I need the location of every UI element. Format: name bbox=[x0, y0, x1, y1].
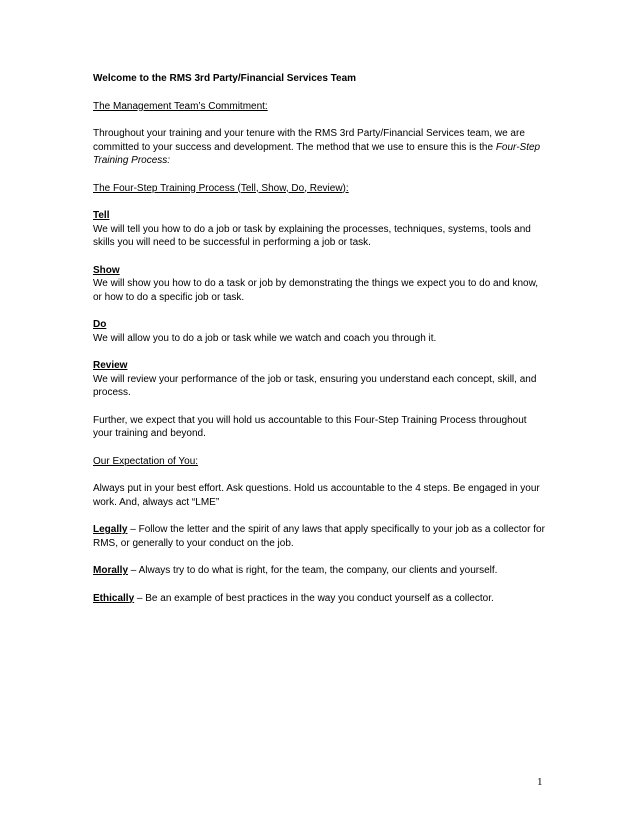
expectation-heading: Our Expectation of You: bbox=[93, 455, 199, 467]
step-do bbox=[93, 318, 548, 345]
expectation-paragraph: Always put in your best effort. Ask questions. Hold us accountable to the 4 steps. Be engaged in your work. And, always act “LME” bbox=[93, 483, 540, 508]
commitment-paragraph bbox=[93, 127, 548, 168]
lme-text: – Be an example of best practices in the way you conduct yourself as a collector. bbox=[134, 592, 494, 604]
step-text: We will tell you how to do a job or task by explaining the processes, techniques, systems, tools and skills you will need to be successful in performing a job or task. bbox=[93, 223, 531, 248]
step-title: Review bbox=[93, 360, 128, 371]
step-title: Do bbox=[93, 319, 107, 330]
step-text: We will review your performance of the job or task, ensuring you understand each concept, skill, and process. bbox=[93, 373, 537, 398]
document-title: Welcome to the RMS 3rd Party/Financial Services Team bbox=[93, 73, 357, 84]
process-heading: The Four-Step Training Process (Tell, Show, Do, Review): bbox=[93, 182, 349, 194]
lme-morally bbox=[93, 564, 548, 578]
page-number: 1 bbox=[537, 776, 543, 788]
lme-ethically bbox=[93, 592, 548, 606]
lme-term: Morally bbox=[93, 565, 129, 576]
step-show bbox=[93, 264, 548, 305]
lme-term: Ethically bbox=[93, 592, 135, 604]
step-text: We will show you how to do a task or job by demonstrating the things we expect you to do and know, or how to do a specific job or task. bbox=[93, 278, 539, 303]
commitment-heading: The Management Team’s Commitment: bbox=[93, 100, 268, 112]
step-review bbox=[93, 359, 548, 400]
commitment-emphasis: Four-Step Training Process: bbox=[93, 141, 541, 166]
step-text: We will allow you to do a job or task while we watch and coach you through it. bbox=[93, 332, 437, 344]
step-title: Show bbox=[93, 264, 120, 276]
lme-text: – Always try to do what is right, for the team, the company, our clients and yourself. bbox=[128, 565, 498, 576]
lme-term: Legally bbox=[93, 524, 128, 535]
commitment-text: Throughout your training and your tenure with the RMS 3rd Party/Financial Services team, we are committed to your success and development. The method that we use to ensure this is the bbox=[93, 128, 525, 153]
step-title: Tell bbox=[93, 210, 110, 221]
lme-text: – Follow the letter and the spirit of any laws that apply specifically to your job as a collector for RMS, or generally to your conduct on the job. bbox=[93, 524, 545, 549]
document-body bbox=[93, 72, 548, 619]
lme-legally bbox=[93, 523, 548, 550]
accountability-paragraph: Further, we expect that you will hold us accountable to this Four-Step Training Process throughout your training and beyond. bbox=[93, 414, 527, 439]
step-tell bbox=[93, 209, 548, 250]
